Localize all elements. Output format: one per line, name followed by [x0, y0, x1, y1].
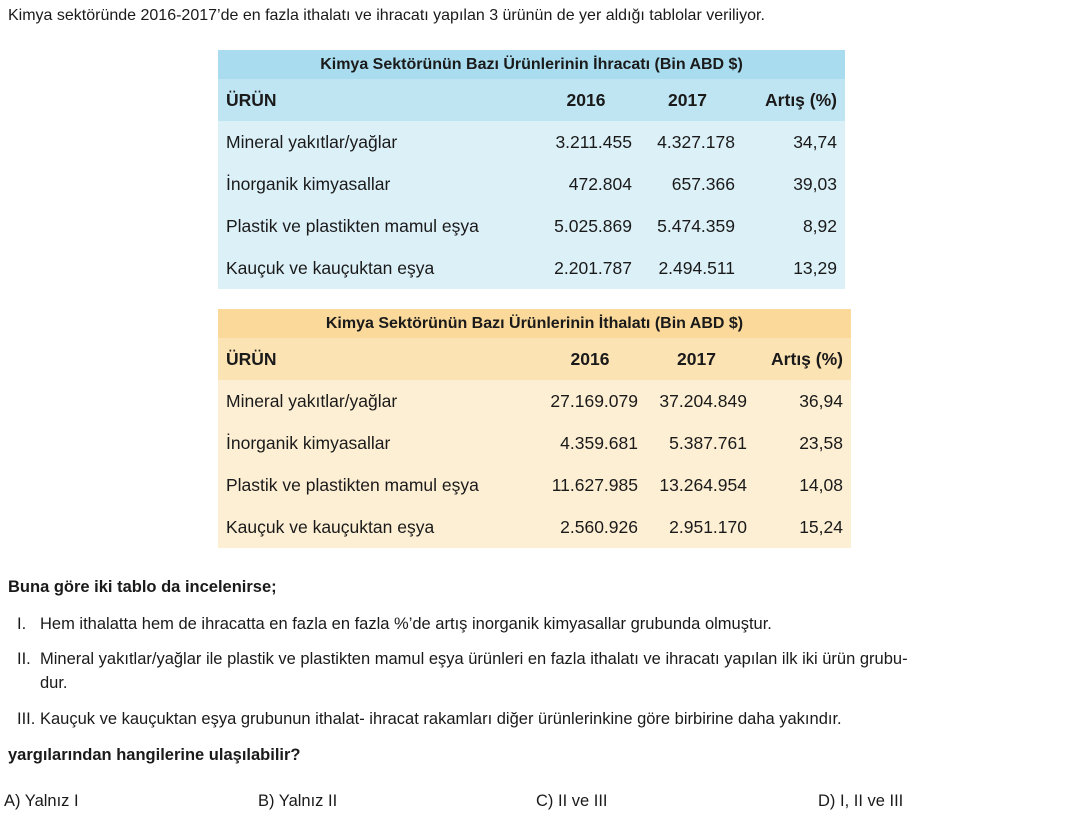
- value-2017-cell: 2.494.511: [636, 247, 739, 289]
- statement-3: [17, 707, 1062, 731]
- value-2017-cell: 4.327.178: [636, 121, 739, 163]
- statement-number: I.: [17, 615, 27, 633]
- table-row: [218, 380, 851, 422]
- statement-number: III.: [17, 710, 36, 728]
- increase-cell: 39,03: [739, 163, 845, 205]
- export-table: [218, 50, 845, 289]
- import-table: [218, 309, 851, 548]
- increase-cell: 14,08: [751, 464, 851, 506]
- import-header-increase: Artış (%): [751, 338, 851, 380]
- statement-2: [17, 647, 1062, 695]
- product-cell: Plastik ve plastikten mamul eşya: [218, 464, 538, 506]
- product-cell: Mineral yakıtlar/yağlar: [218, 121, 536, 163]
- table-row: [218, 506, 851, 548]
- value-2016-cell: 11.627.985: [538, 464, 642, 506]
- product-cell: İnorganik kimyasallar: [218, 422, 538, 464]
- import-header-2016: 2016: [538, 338, 642, 380]
- statement-continuation: dur.: [40, 674, 68, 692]
- value-2016-cell: 2.201.787: [536, 247, 636, 289]
- table-row: [218, 422, 851, 464]
- statement-text: Kauçuk ve kauçuktan eşya grubunun ithalat- ihracat rakamları diğer ürünlerinkine göre birbirine daha yakındır.: [40, 710, 842, 728]
- table-row: [218, 247, 845, 289]
- table-row: [218, 121, 845, 163]
- statement-text: Mineral yakıtlar/yağlar ile plastik ve plastikten mamul eşya ürünleri en fazla ithalatı ve ihracatı yapılan ilk iki ürün grubu-: [40, 650, 908, 668]
- table-row: [218, 163, 845, 205]
- export-header-2017: 2017: [636, 79, 739, 121]
- import-table-title: Kimya Sektörünün Bazı Ürünlerinin İthalatı (Bin ABD $): [218, 309, 851, 338]
- value-2016-cell: 5.025.869: [536, 205, 636, 247]
- import-header-2017: 2017: [642, 338, 751, 380]
- product-cell: Kauçuk ve kauçuktan eşya: [218, 247, 536, 289]
- option-b[interactable]: B) Yalnız II: [258, 792, 338, 810]
- question-lead: Buna göre iki tablo da incelenirse;: [8, 578, 277, 596]
- export-table-title: Kimya Sektörünün Bazı Ürünlerinin İhracatı (Bin ABD $): [218, 50, 845, 79]
- table-row: [218, 464, 851, 506]
- value-2016-cell: 3.211.455: [536, 121, 636, 163]
- import-header-product: ÜRÜN: [218, 338, 538, 380]
- value-2016-cell: 4.359.681: [538, 422, 642, 464]
- value-2017-cell: 5.387.761: [642, 422, 751, 464]
- product-cell: Mineral yakıtlar/yağlar: [218, 380, 538, 422]
- value-2017-cell: 2.951.170: [642, 506, 751, 548]
- value-2016-cell: 2.560.926: [538, 506, 642, 548]
- export-header-product: ÜRÜN: [218, 79, 536, 121]
- statement-number: II.: [17, 650, 31, 668]
- option-c[interactable]: C) II ve III: [536, 792, 608, 810]
- export-header-increase: Artış (%): [739, 79, 845, 121]
- product-cell: Plastik ve plastikten mamul eşya: [218, 205, 536, 247]
- value-2017-cell: 5.474.359: [636, 205, 739, 247]
- table-row: [218, 205, 845, 247]
- option-d[interactable]: D) I, II ve III: [818, 792, 904, 810]
- value-2016-cell: 27.169.079: [538, 380, 642, 422]
- statement-text: Hem ithalatta hem de ihracatta en fazla en fazla %’de artış inorganik kimyasallar grubunda olmuştur.: [40, 615, 772, 633]
- product-cell: İnorganik kimyasallar: [218, 163, 536, 205]
- value-2016-cell: 472.804: [536, 163, 636, 205]
- increase-cell: 36,94: [751, 380, 851, 422]
- value-2017-cell: 37.204.849: [642, 380, 751, 422]
- export-header-2016: 2016: [536, 79, 636, 121]
- increase-cell: 23,58: [751, 422, 851, 464]
- increase-cell: 34,74: [739, 121, 845, 163]
- increase-cell: 13,29: [739, 247, 845, 289]
- option-a[interactable]: A) Yalnız I: [4, 792, 79, 810]
- question-prompt: yargılarından hangilerine ulaşılabilir?: [8, 746, 301, 764]
- value-2017-cell: 657.366: [636, 163, 739, 205]
- increase-cell: 15,24: [751, 506, 851, 548]
- value-2017-cell: 13.264.954: [642, 464, 751, 506]
- increase-cell: 8,92: [739, 205, 845, 247]
- product-cell: Kauçuk ve kauçuktan eşya: [218, 506, 538, 548]
- statement-1: [17, 612, 1062, 636]
- intro-text: Kimya sektöründe 2016-2017’de en fazla ithalatı ve ihracatı yapılan 3 ürünün de yer aldığı tablolar veriliyor.: [8, 7, 765, 24]
